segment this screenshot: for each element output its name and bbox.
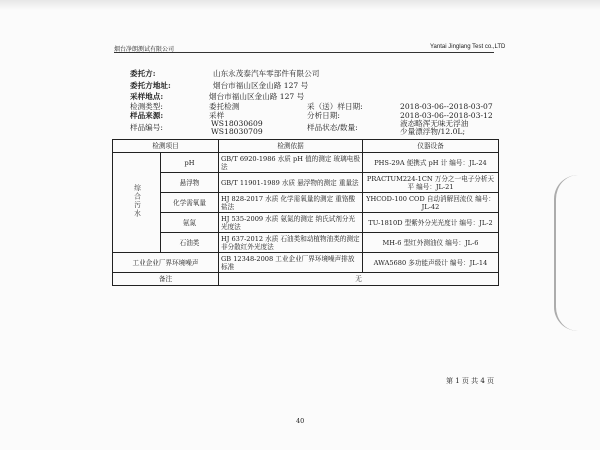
instrument-cell: TU-1810D 型紫外分光光度计 编号：JL-2 — [363, 213, 499, 233]
test-type-value: 委托检测 — [209, 102, 240, 111]
test-methods-table — [112, 139, 499, 286]
group-label: 综合污水 — [132, 184, 141, 219]
instrument-cell: PHS-29A 便携式 pH 计 编号：JL-24 — [363, 153, 499, 173]
remark-value: 无 — [219, 273, 499, 286]
header-instrument: 仪器设备 — [363, 140, 499, 153]
company-seal — [548, 175, 592, 331]
noise-item-cell: 工业企业厂界环境噪声 — [113, 253, 219, 273]
basis-cell: HJ 535-2009 水质 氨氮的测定 纳氏试剂分光光度法 — [219, 213, 363, 233]
instrument-cell: PRACTUM224-1CN 万分之一电子分析天平 编号：JL-21 — [363, 173, 499, 193]
client-address-label: 委托方地址: — [130, 81, 171, 90]
item-cell: 石油类 — [161, 233, 219, 253]
client-label: 委托方: — [130, 69, 156, 78]
sample-number-2: WS18030709 — [211, 127, 263, 136]
table-header-row — [113, 140, 499, 153]
client-address-value: 烟台市福山区金山路 127 号 — [213, 81, 309, 90]
remark-row — [113, 273, 499, 286]
instrument-cell: MH-6 型红外测油仪 编号：JL-6 — [363, 233, 499, 253]
scan-shadow — [0, 0, 600, 10]
sample-source-value: 采样 — [209, 111, 225, 120]
seal-ring — [554, 175, 592, 331]
test-type-label: 检测类型: — [130, 102, 163, 111]
table-row — [113, 213, 499, 233]
table-row — [113, 233, 499, 253]
header-item: 检测项目 — [113, 140, 219, 153]
sample-state-label: 样品状态/数量: — [307, 123, 358, 132]
item-cell: pH — [161, 153, 219, 173]
sample-state-2: 少量漂浮物/12.0L; — [400, 127, 466, 136]
table-row — [113, 253, 499, 273]
header-basis: 检测依据 — [219, 140, 363, 153]
sample-address-value: 烟台市福山区金山路 127 号 — [209, 92, 305, 101]
sample-state-1: 液态略浑无味无浮油 — [400, 119, 469, 128]
noise-basis-cell: GB 12348-2008 工业企业厂界环境噪声排放标准 — [219, 253, 363, 273]
basis-cell: GB/T 11901-1989 水质 悬浮物的测定 重量法 — [219, 173, 363, 193]
item-cell: 化学需氧量 — [161, 193, 219, 213]
analysis-date-value: 2018-03-06--2018-03-12 — [400, 111, 493, 120]
table-row — [113, 173, 499, 193]
analysis-date-label: 分析日期: — [307, 111, 340, 120]
page-info: 第 1 页 共 4 页 — [446, 377, 495, 385]
company-name-en: Yantai Jinglang Test co.,LTD — [430, 44, 506, 50]
group-cell — [113, 153, 161, 253]
sample-number-label: 样品编号: — [130, 123, 163, 132]
table-row — [113, 153, 499, 173]
item-cell: 氨氮 — [161, 213, 219, 233]
sample-address-label: 采样地点: — [130, 92, 164, 101]
sample-source-label: 样品来源: — [130, 111, 164, 120]
receive-date-label: 采（送）样日期: — [307, 102, 363, 111]
basis-cell: GB/T 6920-1986 水质 pH 值的测定 玻璃电极法 — [219, 153, 363, 173]
item-cell: 悬浮物 — [161, 173, 219, 193]
noise-instrument-cell: AWA5680 多功能声级计 编号：JL-14 — [363, 253, 499, 273]
header-rule — [114, 52, 494, 53]
company-name-cn: 烟台净朗测试有限公司 — [114, 46, 175, 53]
table-row — [113, 193, 499, 213]
remark-label: 备注 — [113, 273, 219, 286]
instrument-cell: YHCOD-100 COD 自动消解回流仪 编号：JL-42 — [363, 193, 499, 213]
basis-cell: HJ 828-2017 水质 化学需氧量的测定 重铬酸盐法 — [219, 193, 363, 213]
client-value: 山东永茂泰汽车零部件有限公司 — [213, 69, 320, 78]
receive-date-value: 2018-03-06--2018-03-07 — [400, 102, 493, 111]
page-number: 40 — [296, 417, 305, 425]
basis-cell: HJ 637-2012 水质 石油类和动植物油类的测定 非分散红外光度法 — [219, 233, 363, 253]
sample-number-1: WS18030609 — [211, 119, 263, 128]
